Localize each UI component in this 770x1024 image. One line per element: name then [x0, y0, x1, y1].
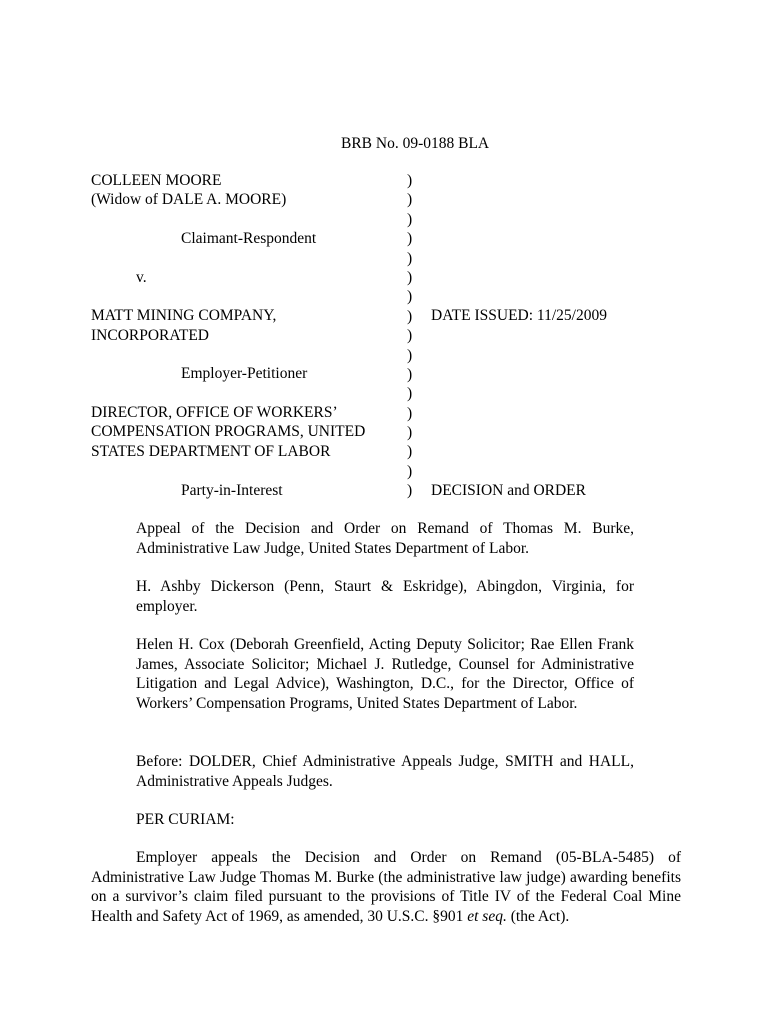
director-line3: STATES DEPARTMENT OF LABOR	[91, 443, 331, 460]
divider-paren: )	[407, 210, 413, 228]
claimant-sub: (Widow of DALE A. MOORE)	[91, 191, 287, 208]
employer-counsel: H. Ashby Dickerson (Penn, Staurt & Eskridge), Abingdon, Virginia, for employer.	[136, 578, 634, 615]
divider-paren: )	[407, 288, 413, 306]
divider-paren: )	[407, 443, 413, 461]
body-text: Employer appeals the Decision and Order on Remand (05-BLA-5485) of Administrative Law Judge Thomas M. Burke (the administrative law judge) awarding benefits on a survivor’s claim filed pursuant to the provisions of Title IV of the Federal Coal Mine Health and Safety Act of 1969, as amended, 30 U.S.C. §901	[91, 849, 681, 925]
divider-paren: )	[407, 424, 413, 442]
divider-paren: )	[407, 385, 413, 403]
docket-number: BRB No. 09-0188 BLA	[341, 135, 490, 152]
director-line2: COMPENSATION PROGRAMS, UNITED	[91, 423, 366, 440]
divider-paren: )	[407, 230, 413, 248]
divider-paren: )	[407, 482, 413, 500]
body-italic: et seq.	[467, 907, 507, 925]
divider-paren: )	[407, 404, 413, 422]
before-judges: Before: DOLDER, Chief Administrative Appeals Judge, SMITH and HALL, Administrative Appeals Judges.	[136, 753, 634, 790]
director-counsel: Helen H. Cox (Deborah Greenfield, Acting Deputy Solicitor; Rae Ellen Frank James, Associate Solicitor; Michael J. Rutledge, Counsel for Administrative Litigation and Legal Advice), Washington, D.C., for the Director, Office of Workers’ Compensation Programs, United States Department of Labor.	[136, 636, 634, 712]
director-line1: DIRECTOR, OFFICE OF WORKERS’	[91, 404, 338, 421]
divider-paren: )	[407, 462, 413, 480]
divider-paren: )	[407, 268, 413, 286]
director-role: Party-in-Interest	[181, 482, 283, 499]
versus: v.	[136, 269, 147, 286]
per-curiam: PER CURIAM:	[136, 811, 235, 828]
divider-paren: )	[407, 172, 413, 189]
employer-name-line1: MATT MINING COMPANY,	[91, 307, 277, 324]
employer-name-line2: INCORPORATED	[91, 327, 209, 344]
date-issued: DATE ISSUED: 11/25/2009	[431, 307, 607, 324]
body-end: (the Act).	[506, 907, 570, 925]
divider-paren: )	[407, 365, 413, 383]
claimant-name: COLLEEN MOORE	[91, 172, 222, 189]
divider-paren: )	[407, 307, 413, 325]
divider-paren: )	[407, 191, 413, 209]
decision-label: DECISION and ORDER	[431, 482, 586, 499]
caption-divider	[407, 171, 412, 501]
claimant-role: Claimant-Respondent	[181, 230, 317, 247]
body-paragraph	[91, 848, 681, 926]
divider-paren: )	[407, 249, 413, 267]
employer-role: Employer-Petitioner	[181, 365, 308, 382]
divider-paren: )	[407, 346, 413, 364]
appeal-text: Appeal of the Decision and Order on Remand of Thomas M. Burke, Administrative Law Judge, United States Department of Labor.	[136, 520, 634, 557]
divider-paren: )	[407, 327, 413, 345]
